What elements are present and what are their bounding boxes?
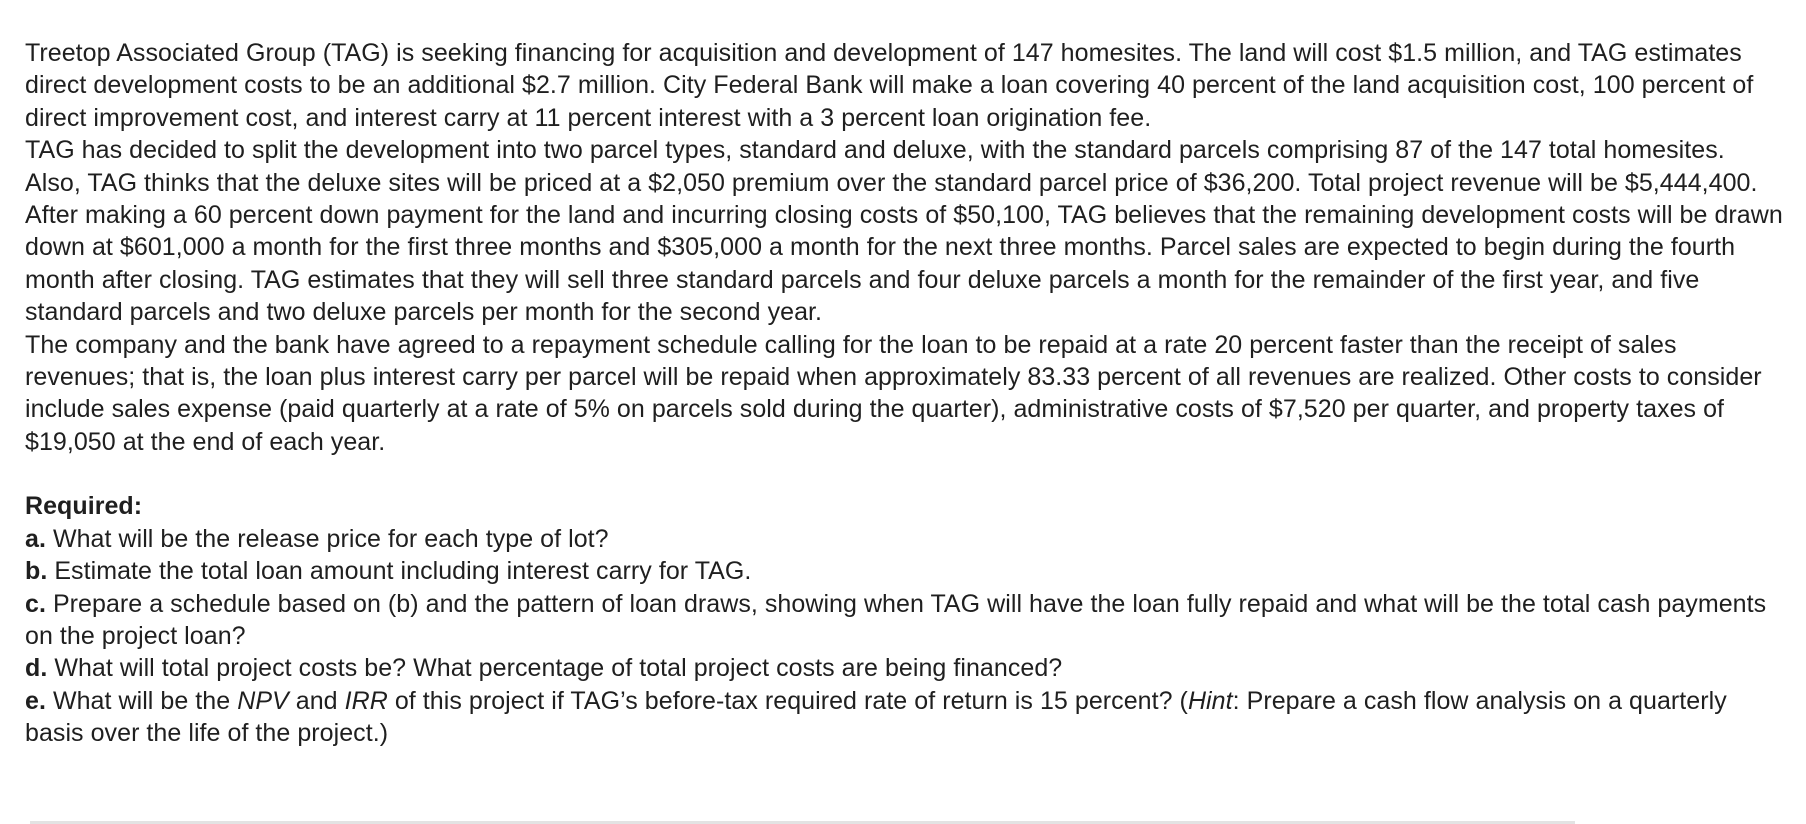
required-item-e (25, 685, 1785, 750)
item-text-e-mid1: and (288, 686, 345, 715)
item-text-e-mid2: of this project if TAG’s before-tax required rate of return is 15 percent? ( (387, 686, 1188, 715)
item-text-e-pre: What will be the (45, 686, 238, 715)
required-item-c (25, 588, 1785, 653)
item-text-d: What will total project costs be? What percentage of total project costs are being financed? (47, 654, 1063, 683)
problem-paragraph-2: TAG has decided to split the development into two parcel types, standard and deluxe, with the standard parcels comprising 87 of the 147 total homesites. Also, TAG thinks that the deluxe sites will be priced at a $2,050 premium over the standard parcel price of $36,200. Total project revenue will be $5,444,400. After making a 60 percent down payment for the land and incurring closing costs of $50,100, TAG believes that the remaining development costs will be drawn down at $601,000 a month for the first three months and $305,000 a month for the next three months. Parcel sales are expected to begin during the fourth month after closing. TAG estimates that they will sell three standard parcels and four deluxe parcels a month for the remainder of the first year, and five standard parcels and two deluxe parcels per month for the second year. (25, 136, 1783, 327)
item-text-e-post: : Prepare a cash flow analysis on a quarterly basis over the life of the project.) (25, 686, 1727, 748)
problem-paragraph-3: The company and the bank have agreed to a repayment schedule calling for the loan to be repaid at a rate 20 percent faster than the receipt of sales revenues; that is, the loan plus interest carry per parcel will be repaid when approximately 83.33 percent of all revenues are realized. Other costs to consider include sales expense (paid quarterly at a rate of 5% on parcels sold during the quarter), administrative costs of $7,520 per quarter, and property taxes of $19,050 at the end of each year. (25, 330, 1762, 456)
section-spacer (25, 458, 1785, 490)
required-heading: Required: (25, 492, 143, 521)
problem-content (25, 37, 1785, 750)
item-letter-a: a. (25, 524, 46, 553)
item-letter-e: e. (25, 686, 46, 715)
item-text-b: Estimate the total loan amount including interest carry for TAG. (47, 557, 752, 586)
item-letter-b: b. (25, 557, 48, 586)
required-item-b (25, 555, 1785, 587)
irr-term: IRR (344, 686, 388, 715)
required-item-a (25, 523, 1785, 555)
problem-paragraph-1: Treetop Associated Group (TAG) is seeking financing for acquisition and development of 147 homesites. The land will cost $1.5 million, and TAG estimates direct development costs to be an additional $2.7 million. City Federal Bank will make a loan covering 40 percent of the land acquisition cost, 100 percent of direct improvement cost, and interest carry at 11 percent interest with a 3 percent loan origination fee. (25, 39, 1754, 132)
npv-term: NPV (237, 686, 289, 715)
item-letter-c: c. (25, 589, 46, 618)
item-text-a: What will be the release price for each type of lot? (45, 524, 609, 553)
required-item-d (25, 652, 1785, 684)
item-text-c: Prepare a schedule based on (b) and the pattern of loan draws, showing when TAG will have the loan fully repaid and what will be the total cash payments on the project loan? (25, 589, 1767, 650)
hint-label: Hint (1187, 686, 1233, 715)
item-letter-d: d. (25, 654, 48, 683)
